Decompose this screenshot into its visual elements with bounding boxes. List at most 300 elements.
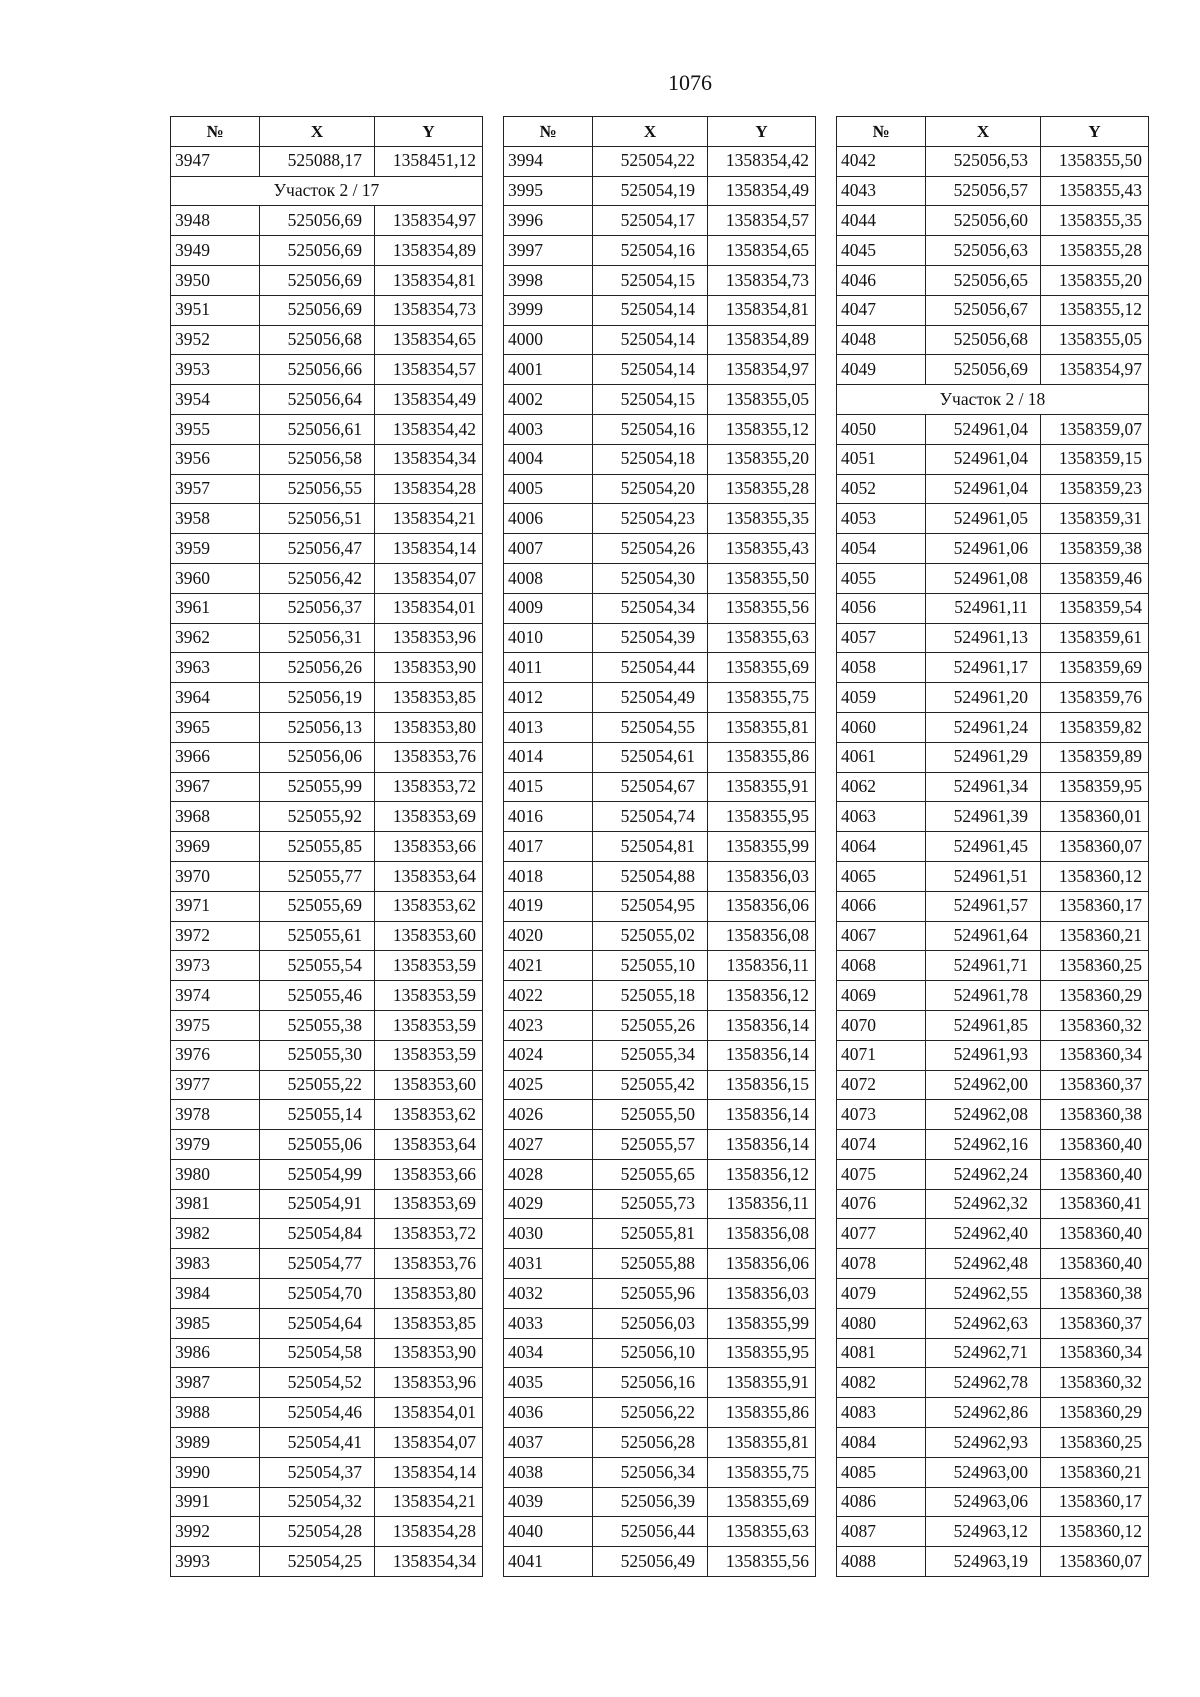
y-coordinate: 1358360,40 xyxy=(1041,1219,1149,1249)
x-coordinate: 524962,08 xyxy=(926,1100,1041,1130)
x-coordinate: 525054,91 xyxy=(260,1189,375,1219)
y-coordinate: 1358359,69 xyxy=(1041,653,1149,683)
table-row xyxy=(504,146,816,176)
header-y: Y xyxy=(375,117,483,147)
y-coordinate: 1358354,89 xyxy=(708,325,816,355)
x-coordinate: 525055,65 xyxy=(593,1159,708,1189)
point-number: 4004 xyxy=(504,444,593,474)
x-coordinate: 525055,96 xyxy=(593,1279,708,1309)
table-row xyxy=(171,1487,483,1517)
table-row xyxy=(171,1547,483,1577)
header-x: X xyxy=(260,117,375,147)
table-row xyxy=(171,1130,483,1160)
table-row xyxy=(171,981,483,1011)
y-coordinate: 1358360,07 xyxy=(1041,832,1149,862)
table-row xyxy=(504,861,816,891)
point-number: 3978 xyxy=(171,1100,260,1130)
y-coordinate: 1358353,85 xyxy=(375,683,483,713)
x-coordinate: 525056,64 xyxy=(260,385,375,415)
header-row xyxy=(837,117,1149,147)
header-row xyxy=(504,117,816,147)
x-coordinate: 525056,67 xyxy=(926,295,1041,325)
y-coordinate: 1358354,14 xyxy=(375,1457,483,1487)
x-coordinate: 524962,24 xyxy=(926,1159,1041,1189)
table-row xyxy=(504,1308,816,1338)
y-coordinate: 1358354,42 xyxy=(708,146,816,176)
y-coordinate: 1358355,95 xyxy=(708,1338,816,1368)
header-y: Y xyxy=(708,117,816,147)
x-coordinate: 525054,61 xyxy=(593,742,708,772)
y-coordinate: 1358360,41 xyxy=(1041,1189,1149,1219)
y-coordinate: 1358354,73 xyxy=(375,295,483,325)
x-coordinate: 525055,81 xyxy=(593,1219,708,1249)
point-number: 4076 xyxy=(837,1189,926,1219)
point-number: 3987 xyxy=(171,1368,260,1398)
y-coordinate: 1358359,76 xyxy=(1041,683,1149,713)
table-row xyxy=(171,802,483,832)
point-number: 3968 xyxy=(171,802,260,832)
table-row xyxy=(171,1428,483,1458)
point-number: 3956 xyxy=(171,444,260,474)
y-coordinate: 1358355,20 xyxy=(1041,265,1149,295)
point-number: 3952 xyxy=(171,325,260,355)
point-number: 3967 xyxy=(171,772,260,802)
y-coordinate: 1358354,42 xyxy=(375,414,483,444)
point-number: 3984 xyxy=(171,1279,260,1309)
table-row xyxy=(504,653,816,683)
point-number: 4053 xyxy=(837,504,926,534)
point-number: 3992 xyxy=(171,1517,260,1547)
x-coordinate: 524961,85 xyxy=(926,1010,1041,1040)
point-number: 4030 xyxy=(504,1219,593,1249)
point-number: 4007 xyxy=(504,534,593,564)
x-coordinate: 525056,55 xyxy=(260,474,375,504)
y-coordinate: 1358353,62 xyxy=(375,1100,483,1130)
point-number: 4045 xyxy=(837,236,926,266)
y-coordinate: 1358354,21 xyxy=(375,1487,483,1517)
table-row xyxy=(171,385,483,415)
table-row xyxy=(504,1249,816,1279)
x-coordinate: 525054,58 xyxy=(260,1338,375,1368)
y-coordinate: 1358354,65 xyxy=(375,325,483,355)
table-row xyxy=(171,444,483,474)
y-coordinate: 1358360,34 xyxy=(1041,1040,1149,1070)
point-number: 4051 xyxy=(837,444,926,474)
y-coordinate: 1358355,91 xyxy=(708,1368,816,1398)
y-coordinate: 1358353,80 xyxy=(375,1279,483,1309)
point-number: 4087 xyxy=(837,1517,926,1547)
y-coordinate: 1358354,89 xyxy=(375,236,483,266)
header-num: № xyxy=(504,117,593,147)
table-row xyxy=(504,742,816,772)
x-coordinate: 524961,04 xyxy=(926,414,1041,444)
x-coordinate: 524962,93 xyxy=(926,1428,1041,1458)
x-coordinate: 525054,15 xyxy=(593,385,708,415)
x-coordinate: 525055,18 xyxy=(593,981,708,1011)
x-coordinate: 525056,69 xyxy=(260,265,375,295)
table-row xyxy=(171,295,483,325)
table-row xyxy=(504,1130,816,1160)
point-number: 3997 xyxy=(504,236,593,266)
table-row xyxy=(171,1010,483,1040)
x-coordinate: 525056,65 xyxy=(926,265,1041,295)
table-row xyxy=(837,355,1149,385)
table-row xyxy=(504,504,816,534)
table-row xyxy=(837,1428,1149,1458)
point-number: 4012 xyxy=(504,683,593,713)
x-coordinate: 525054,37 xyxy=(260,1457,375,1487)
x-coordinate: 525055,46 xyxy=(260,981,375,1011)
table-row xyxy=(504,951,816,981)
y-coordinate: 1358353,60 xyxy=(375,1070,483,1100)
table-row xyxy=(171,1368,483,1398)
table-row xyxy=(837,832,1149,862)
y-coordinate: 1358354,34 xyxy=(375,444,483,474)
table-row xyxy=(504,1010,816,1040)
y-coordinate: 1358359,54 xyxy=(1041,593,1149,623)
y-coordinate: 1358354,21 xyxy=(375,504,483,534)
table-row xyxy=(504,1279,816,1309)
point-number: 4061 xyxy=(837,742,926,772)
x-coordinate: 524961,71 xyxy=(926,951,1041,981)
y-coordinate: 1358353,96 xyxy=(375,623,483,653)
y-coordinate: 1358354,73 xyxy=(708,265,816,295)
x-coordinate: 525056,39 xyxy=(593,1487,708,1517)
x-coordinate: 525054,88 xyxy=(593,861,708,891)
point-number: 3993 xyxy=(171,1547,260,1577)
table-row xyxy=(171,593,483,623)
y-coordinate: 1358356,14 xyxy=(708,1010,816,1040)
point-number: 4039 xyxy=(504,1487,593,1517)
y-coordinate: 1358360,38 xyxy=(1041,1100,1149,1130)
point-number: 3971 xyxy=(171,891,260,921)
point-number: 3980 xyxy=(171,1159,260,1189)
point-number: 4037 xyxy=(504,1428,593,1458)
y-coordinate: 1358353,59 xyxy=(375,1010,483,1040)
point-number: 3966 xyxy=(171,742,260,772)
table-row xyxy=(504,385,816,415)
x-coordinate: 525056,69 xyxy=(260,206,375,236)
x-coordinate: 525054,28 xyxy=(260,1517,375,1547)
table-row xyxy=(504,563,816,593)
point-number: 4062 xyxy=(837,772,926,802)
table-row xyxy=(837,1517,1149,1547)
table-row xyxy=(837,295,1149,325)
y-coordinate: 1358360,40 xyxy=(1041,1249,1149,1279)
table-row xyxy=(504,1457,816,1487)
point-number: 4084 xyxy=(837,1428,926,1458)
y-coordinate: 1358353,69 xyxy=(375,1189,483,1219)
y-coordinate: 1358355,99 xyxy=(708,1308,816,1338)
x-coordinate: 524961,51 xyxy=(926,861,1041,891)
y-coordinate: 1358355,75 xyxy=(708,683,816,713)
table-row xyxy=(504,1368,816,1398)
point-number: 4074 xyxy=(837,1130,926,1160)
table-row xyxy=(171,534,483,564)
y-coordinate: 1358353,76 xyxy=(375,742,483,772)
point-number: 4044 xyxy=(837,206,926,236)
y-coordinate: 1358353,66 xyxy=(375,832,483,862)
table-row xyxy=(837,981,1149,1011)
y-coordinate: 1358354,28 xyxy=(375,1517,483,1547)
y-coordinate: 1358360,37 xyxy=(1041,1308,1149,1338)
y-coordinate: 1358355,63 xyxy=(708,1517,816,1547)
y-coordinate: 1358355,20 xyxy=(708,444,816,474)
coordinates-table-1 xyxy=(170,116,483,1577)
table-row xyxy=(837,1130,1149,1160)
table-row xyxy=(504,981,816,1011)
x-coordinate: 525054,34 xyxy=(593,593,708,623)
y-coordinate: 1358353,59 xyxy=(375,951,483,981)
table-row xyxy=(171,1398,483,1428)
x-coordinate: 525054,26 xyxy=(593,534,708,564)
table-row xyxy=(504,712,816,742)
y-coordinate: 1358356,15 xyxy=(708,1070,816,1100)
table-row xyxy=(837,563,1149,593)
point-number: 3964 xyxy=(171,683,260,713)
x-coordinate: 525055,06 xyxy=(260,1130,375,1160)
x-coordinate: 524963,06 xyxy=(926,1487,1041,1517)
point-number: 4047 xyxy=(837,295,926,325)
point-number: 3953 xyxy=(171,355,260,385)
y-coordinate: 1358353,69 xyxy=(375,802,483,832)
point-number: 4042 xyxy=(837,146,926,176)
table-row xyxy=(171,1338,483,1368)
y-coordinate: 1358355,28 xyxy=(708,474,816,504)
point-number: 3983 xyxy=(171,1249,260,1279)
x-coordinate: 525054,16 xyxy=(593,414,708,444)
table-row xyxy=(171,1159,483,1189)
point-number: 4034 xyxy=(504,1338,593,1368)
x-coordinate: 525054,99 xyxy=(260,1159,375,1189)
table-row xyxy=(837,1547,1149,1577)
x-coordinate: 524961,39 xyxy=(926,802,1041,832)
x-coordinate: 524961,05 xyxy=(926,504,1041,534)
point-number: 3979 xyxy=(171,1130,260,1160)
table-row xyxy=(837,742,1149,772)
x-coordinate: 525088,17 xyxy=(260,146,375,176)
table-row xyxy=(504,1338,816,1368)
section-label: Участок 2 / 18 xyxy=(837,385,1149,415)
point-number: 4048 xyxy=(837,325,926,355)
x-coordinate: 525055,30 xyxy=(260,1040,375,1070)
point-number: 3958 xyxy=(171,504,260,534)
point-number: 3986 xyxy=(171,1338,260,1368)
y-coordinate: 1358355,43 xyxy=(708,534,816,564)
point-number: 3991 xyxy=(171,1487,260,1517)
y-coordinate: 1358354,14 xyxy=(375,534,483,564)
x-coordinate: 524963,00 xyxy=(926,1457,1041,1487)
point-number: 4040 xyxy=(504,1517,593,1547)
table-row xyxy=(504,444,816,474)
x-coordinate: 524962,78 xyxy=(926,1368,1041,1398)
point-number: 4041 xyxy=(504,1547,593,1577)
point-number: 4049 xyxy=(837,355,926,385)
point-number: 4081 xyxy=(837,1338,926,1368)
y-coordinate: 1358360,29 xyxy=(1041,981,1149,1011)
x-coordinate: 525056,10 xyxy=(593,1338,708,1368)
y-coordinate: 1358359,82 xyxy=(1041,712,1149,742)
x-coordinate: 524962,32 xyxy=(926,1189,1041,1219)
y-coordinate: 1358360,32 xyxy=(1041,1010,1149,1040)
table-row xyxy=(504,206,816,236)
point-number: 3973 xyxy=(171,951,260,981)
x-coordinate: 525055,69 xyxy=(260,891,375,921)
x-coordinate: 525054,95 xyxy=(593,891,708,921)
table-row xyxy=(504,683,816,713)
table-row xyxy=(837,1010,1149,1040)
x-coordinate: 525054,74 xyxy=(593,802,708,832)
point-number: 4075 xyxy=(837,1159,926,1189)
point-number: 3948 xyxy=(171,206,260,236)
y-coordinate: 1358353,59 xyxy=(375,981,483,1011)
x-coordinate: 525054,14 xyxy=(593,355,708,385)
y-coordinate: 1358355,63 xyxy=(708,623,816,653)
y-coordinate: 1358359,23 xyxy=(1041,474,1149,504)
point-number: 4088 xyxy=(837,1547,926,1577)
x-coordinate: 524961,34 xyxy=(926,772,1041,802)
y-coordinate: 1358354,97 xyxy=(375,206,483,236)
x-coordinate: 524961,29 xyxy=(926,742,1041,772)
y-coordinate: 1358355,81 xyxy=(708,712,816,742)
x-coordinate: 524961,04 xyxy=(926,474,1041,504)
y-coordinate: 1358355,75 xyxy=(708,1457,816,1487)
point-number: 3951 xyxy=(171,295,260,325)
y-coordinate: 1358354,81 xyxy=(708,295,816,325)
y-coordinate: 1358355,50 xyxy=(1041,146,1149,176)
table-row xyxy=(837,1100,1149,1130)
x-coordinate: 525054,55 xyxy=(593,712,708,742)
point-number: 4010 xyxy=(504,623,593,653)
x-coordinate: 525054,14 xyxy=(593,325,708,355)
x-coordinate: 524962,63 xyxy=(926,1308,1041,1338)
point-number: 3959 xyxy=(171,534,260,564)
table-row xyxy=(837,1338,1149,1368)
x-coordinate: 525055,57 xyxy=(593,1130,708,1160)
y-coordinate: 1358356,06 xyxy=(708,891,816,921)
y-coordinate: 1358353,72 xyxy=(375,1219,483,1249)
point-number: 4023 xyxy=(504,1010,593,1040)
point-number: 4069 xyxy=(837,981,926,1011)
y-coordinate: 1358354,34 xyxy=(375,1547,483,1577)
table-row xyxy=(171,772,483,802)
table-row xyxy=(504,593,816,623)
x-coordinate: 525054,41 xyxy=(260,1428,375,1458)
y-coordinate: 1358355,05 xyxy=(708,385,816,415)
x-coordinate: 525054,67 xyxy=(593,772,708,802)
x-coordinate: 525056,42 xyxy=(260,563,375,593)
point-number: 4078 xyxy=(837,1249,926,1279)
y-coordinate: 1358360,40 xyxy=(1041,1159,1149,1189)
y-coordinate: 1358355,05 xyxy=(1041,325,1149,355)
y-coordinate: 1358354,97 xyxy=(708,355,816,385)
y-coordinate: 1358355,28 xyxy=(1041,236,1149,266)
x-coordinate: 525056,57 xyxy=(926,176,1041,206)
x-coordinate: 525054,17 xyxy=(593,206,708,236)
y-coordinate: 1358356,14 xyxy=(708,1130,816,1160)
y-coordinate: 1358360,01 xyxy=(1041,802,1149,832)
y-coordinate: 1358356,12 xyxy=(708,981,816,1011)
table-row xyxy=(504,891,816,921)
y-coordinate: 1358355,86 xyxy=(708,1398,816,1428)
point-number: 4000 xyxy=(504,325,593,355)
point-number: 3972 xyxy=(171,921,260,951)
x-coordinate: 525054,70 xyxy=(260,1279,375,1309)
point-number: 4038 xyxy=(504,1457,593,1487)
header-x: X xyxy=(926,117,1041,147)
x-coordinate: 525056,58 xyxy=(260,444,375,474)
y-coordinate: 1358354,07 xyxy=(375,1428,483,1458)
x-coordinate: 525056,31 xyxy=(260,623,375,653)
y-coordinate: 1358354,49 xyxy=(708,176,816,206)
x-coordinate: 524961,78 xyxy=(926,981,1041,1011)
x-coordinate: 525056,61 xyxy=(260,414,375,444)
table-row xyxy=(837,1219,1149,1249)
y-coordinate: 1358354,28 xyxy=(375,474,483,504)
y-coordinate: 1358355,56 xyxy=(708,1547,816,1577)
y-coordinate: 1358360,17 xyxy=(1041,891,1149,921)
table-row xyxy=(504,414,816,444)
point-number: 3990 xyxy=(171,1457,260,1487)
point-number: 4050 xyxy=(837,414,926,444)
point-number: 4013 xyxy=(504,712,593,742)
table-row xyxy=(504,772,816,802)
point-number: 4033 xyxy=(504,1308,593,1338)
table-row xyxy=(171,355,483,385)
y-coordinate: 1358360,37 xyxy=(1041,1070,1149,1100)
y-coordinate: 1358354,07 xyxy=(375,563,483,593)
point-number: 4060 xyxy=(837,712,926,742)
table-row xyxy=(171,1100,483,1130)
x-coordinate: 524962,00 xyxy=(926,1070,1041,1100)
table-row xyxy=(837,146,1149,176)
y-coordinate: 1358353,96 xyxy=(375,1368,483,1398)
table-row xyxy=(171,653,483,683)
point-number: 4025 xyxy=(504,1070,593,1100)
point-number: 4058 xyxy=(837,653,926,683)
point-number: 4011 xyxy=(504,653,593,683)
table-row xyxy=(504,1159,816,1189)
table-row xyxy=(171,832,483,862)
point-number: 4008 xyxy=(504,563,593,593)
y-coordinate: 1358360,21 xyxy=(1041,1457,1149,1487)
point-number: 3961 xyxy=(171,593,260,623)
y-coordinate: 1358354,97 xyxy=(1041,355,1149,385)
y-coordinate: 1358354,81 xyxy=(375,265,483,295)
table-row xyxy=(837,712,1149,742)
y-coordinate: 1358356,03 xyxy=(708,1279,816,1309)
table-row xyxy=(171,325,483,355)
x-coordinate: 525054,32 xyxy=(260,1487,375,1517)
point-number: 3994 xyxy=(504,146,593,176)
x-coordinate: 525054,18 xyxy=(593,444,708,474)
y-coordinate: 1358355,35 xyxy=(1041,206,1149,236)
table-row xyxy=(504,1040,816,1070)
x-coordinate: 525055,10 xyxy=(593,951,708,981)
x-coordinate: 525054,20 xyxy=(593,474,708,504)
table-row xyxy=(171,146,483,176)
y-coordinate: 1358355,43 xyxy=(1041,176,1149,206)
x-coordinate: 525054,16 xyxy=(593,236,708,266)
point-number: 4052 xyxy=(837,474,926,504)
x-coordinate: 524961,24 xyxy=(926,712,1041,742)
point-number: 3969 xyxy=(171,832,260,862)
table-row xyxy=(171,1249,483,1279)
point-number: 3965 xyxy=(171,712,260,742)
x-coordinate: 525055,88 xyxy=(593,1249,708,1279)
table-row xyxy=(837,236,1149,266)
x-coordinate: 525056,47 xyxy=(260,534,375,564)
